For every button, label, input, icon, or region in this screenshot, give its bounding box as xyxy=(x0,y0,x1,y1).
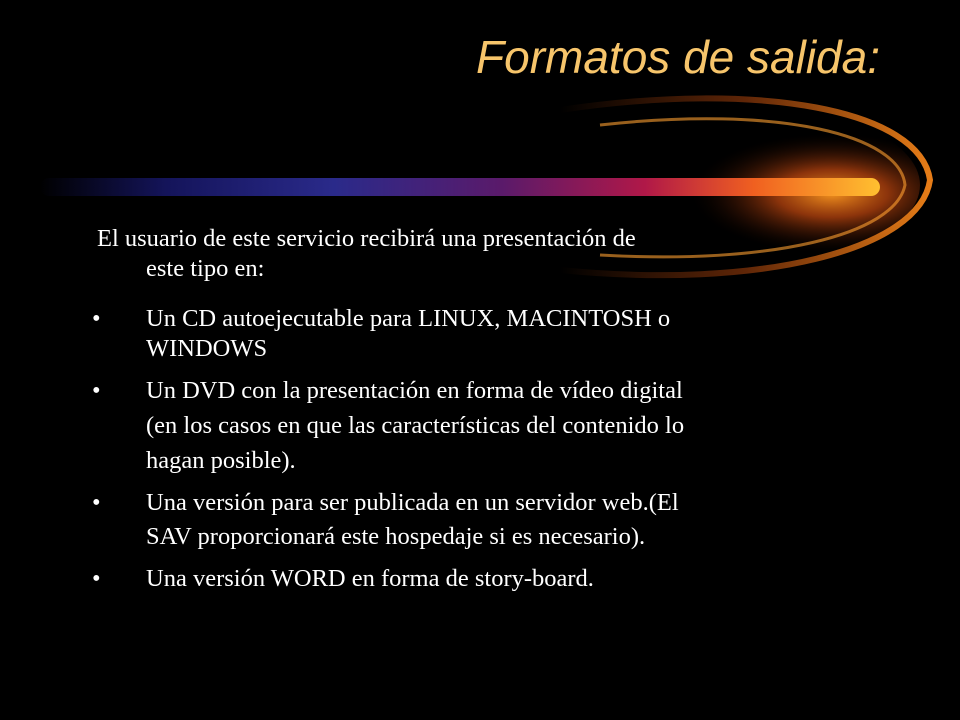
slide-title: Formatos de salida: xyxy=(476,31,880,83)
list-item-line: WINDOWS xyxy=(146,335,268,362)
list-item-line: Una versión WORD en forma de story-board. xyxy=(146,565,594,592)
list-item-text xyxy=(146,488,846,552)
list-item-line: Un DVD con la presentación en forma de vídeo digital xyxy=(146,377,683,404)
bullet-icon: • xyxy=(92,377,101,404)
bullet-icon: • xyxy=(92,489,101,516)
list-item-text xyxy=(146,564,846,594)
list-item-text xyxy=(146,376,846,476)
list-item-line: hagan posible). xyxy=(146,447,296,474)
list-item-line: (en los casos en que las características del contenido lo xyxy=(146,412,685,439)
list-item-line: Un CD autoejecutable para LINUX, MACINTOSH o xyxy=(146,305,671,332)
bullet-icon: • xyxy=(92,565,101,592)
intro-text-line2: este tipo en: xyxy=(146,255,265,282)
list-item-line: SAV proporcionará este hospedaje si es necesario). xyxy=(146,523,646,550)
intro-text-line1: El usuario de este servicio recibirá una presentación de xyxy=(97,225,636,252)
list-item-line: Una versión para ser publicada en un servidor web.(El xyxy=(146,489,679,516)
list-item-text xyxy=(146,304,846,364)
bullet-icon: • xyxy=(92,305,101,332)
